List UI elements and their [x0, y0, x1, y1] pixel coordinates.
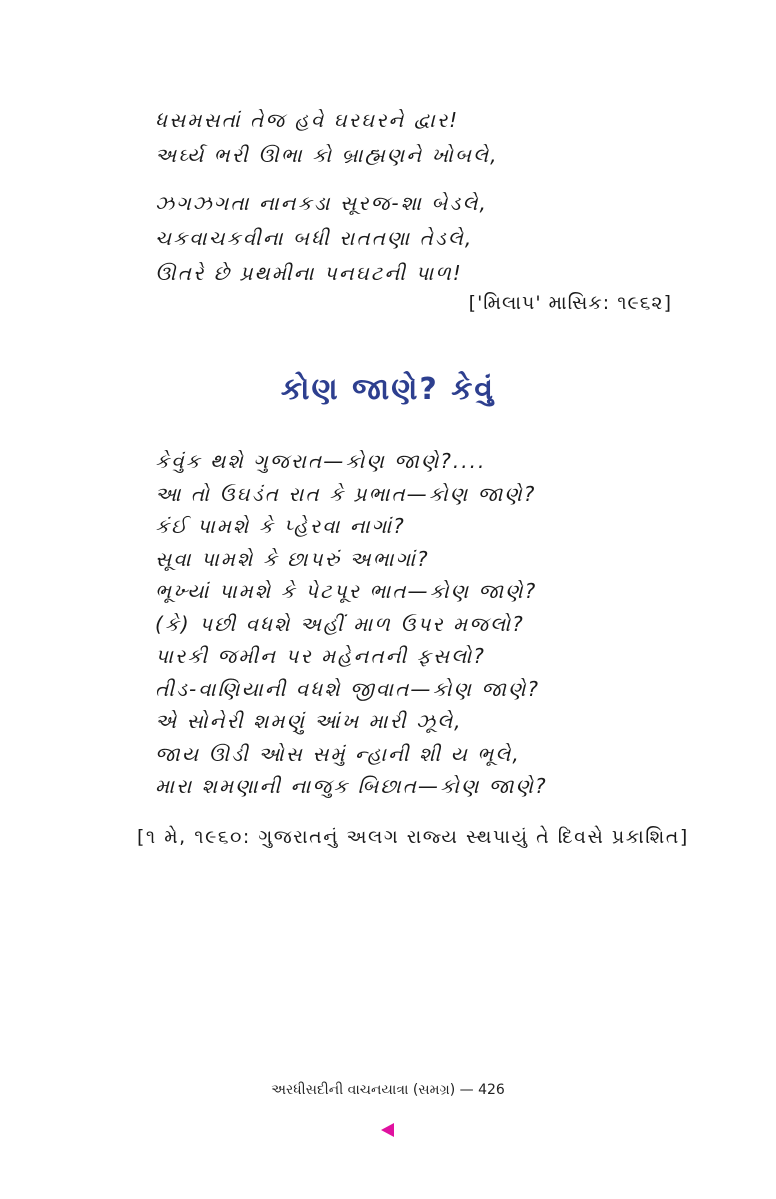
poem-line: સૂવા પામશે કે છાપરું અભાગાં? [155, 546, 430, 571]
verse-line: ઊતરે છે પ્રથમીના પનઘટની પાળ! [155, 261, 463, 285]
poem-title: કોણ જાણે? કેવું [280, 372, 496, 407]
stanza-second [155, 186, 488, 291]
poem-line: કેવુંક થશે ગુજરાત—કોણ જાણે?.... [155, 449, 487, 473]
poem-line: આ તો ઉઘડંત રાત કે પ્રભાત—કોણ જાણે? [155, 481, 537, 506]
poem-line: મારા શમણાની નાજુક બિછાત—કોણ જાણે? [155, 774, 548, 798]
poem-body [155, 445, 548, 803]
stanza-top [155, 103, 498, 173]
prev-page-icon[interactable] [381, 1123, 394, 1137]
source-note: ['મિલાપ' માસિક: ૧૯૬૨] [468, 292, 672, 314]
page-footer: અરધીસદીની વાચનયાત્રા (સમગ્ર) — 426 [271, 1082, 505, 1098]
verse-line: અર્ઘ્ય ભરી ઊભા કો બ્રાહ્મણને ખોબલે, [155, 143, 499, 167]
poem-line: એ સોનેરી શમણું આંખ મારી ઝૂલે, [155, 709, 463, 733]
poem-line: પારકી જમીન પર મહેનતની ફસલો? [155, 644, 486, 668]
poem-line: કંઈ પામશે કે પ્હેરવા નાગાં? [155, 514, 406, 538]
verse-line: ઝગઝગતા નાનકડા સૂરજ-શા બેડલે, [155, 191, 488, 215]
poem-line: (કે) પછી વધશે અહીં માળ ઉપર મજલો? [155, 611, 525, 636]
verse-line: ચકવાચકવીના બધી રાતતણા તેડલે, [155, 226, 474, 250]
poem-line: ભૂખ્યાં પામશે કે પેટપૂર ભાત—કોણ જાણે? [155, 579, 538, 603]
verse-line: ધસમસતાં તેજ હવે ઘરઘરને દ્વાર! [155, 108, 460, 132]
poem-line: તીડ-વાણિયાની વધશે જીવાત—કોણ જાણે? [155, 676, 541, 701]
poem-line: જાય ઊડી ઓસ સમું ન્હાની શી ય ભૂલે, [155, 741, 521, 766]
publication-note: [૧ મે, ૧૯૬૦: ગુજરાતનું અલગ રાજ્ય સ્થપાયું તે દિવસે પ્રકાશિત] [137, 826, 689, 848]
